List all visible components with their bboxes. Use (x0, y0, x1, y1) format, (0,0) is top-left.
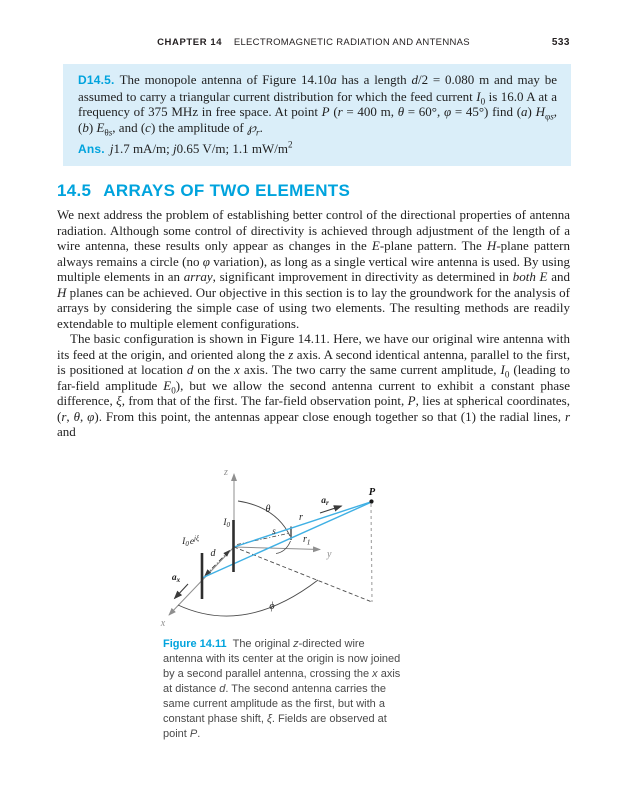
chapter-label: CHAPTER 14 (157, 37, 223, 48)
section-heading (57, 181, 350, 201)
point-p-dot (369, 499, 373, 503)
body-paragraph: We next address the problem of establishing better control of the directional properties of antenna radiation. Although some control of directivity is achieved through adjustment of the length of a wire antenna, these results only appear as changes in the E-plane pattern. The H-plane pattern always remains a circle (no φ variation), as long as a single vertical wire antenna is used. By using multiple elements in an array, significant improvement in directivity as determined in both E and H planes can be achieved. Our objective in this section is to lay the groundwork for the analysis of arrays by considering the simple case of using two elements. The resulting methods are readily extendable to multiple element configurations. (57, 207, 570, 331)
chapter-title: ELECTROMAGNETIC RADIATION AND ANTENNAS (233, 37, 470, 48)
y-axis-label: y (327, 549, 332, 560)
r1-label: $r_1$ (303, 534, 311, 547)
problem-text: The monopole antenna of Figure 14.10a has a length d/2 = 0.080 m and may be assumed to carry a triangular current distribution for which the feed current $I_0$ is 16.0 A at a frequency of 375 MHz in free space. At point P (r = 400 m, θ = 60°, φ = 45°) find (a) $H_{\varphi s}$, (b) $E_{\theta s}$, and (c) the amplitude of $℘_r$. (78, 72, 558, 138)
phi-arc (178, 580, 318, 616)
theta-label: θ (265, 504, 271, 515)
page-number: 533 (551, 37, 570, 48)
ax-label: $a_x$ (171, 573, 181, 584)
figure-14-11-diagram (145, 456, 490, 638)
problem-body (78, 72, 557, 136)
figure-caption-label: Figure 14.11 (163, 638, 227, 650)
problem-answer (78, 141, 557, 158)
answer-label: Ans. (78, 142, 105, 157)
s-angle-arc (276, 541, 291, 554)
ar-label: $a_r$ (321, 496, 329, 507)
page-header (57, 37, 570, 51)
p-vertical-dashed-line (371, 504, 372, 602)
figure-caption (163, 637, 401, 742)
section-title: ARRAYS OF TWO ELEMENTS (103, 181, 351, 200)
r-label: r (299, 512, 303, 523)
i0-label: $I_0$ (223, 518, 230, 529)
antenna-array-figure (145, 456, 490, 638)
section-number: 14.5 (57, 181, 92, 200)
body-text (57, 207, 570, 440)
origin-projection-dashed-line (234, 547, 372, 602)
x-axis-label: x (160, 618, 166, 629)
y-axis-line (234, 547, 320, 550)
figure-caption-text: The original z-directed wire antenna with its center at the origin is now joined by a second parallel antenna, crossing the x axis at distance d. The second antenna carries the same current amplitude as the first, but with a constant phase shift, ξ. Fields are observed at point P. (163, 638, 401, 740)
i0-phase-label: $I_0e^{j\xi}$ (182, 534, 199, 548)
answer-text: j1.7 mA/m; j0.65 V/m; 1.1 $mW/m^2$ (109, 140, 293, 157)
z-axis-label: z (224, 467, 228, 478)
point-p-label: P (368, 487, 376, 498)
phi-label: ϕ (269, 601, 275, 612)
problem-label: D14.5. (78, 73, 115, 87)
d-label: d (210, 548, 216, 559)
ax-unit-vector-arrow (175, 584, 189, 599)
body-paragraph: The basic configuration is shown in Figure 14.11. Here, we have our original wire antenna with its feed at the origin, and oriented along the z axis. A second identical antenna, parallel to the first, is positioned at location d on the x axis. The two carry the same current amplitude, $I_0$ (leading to far-field amplitude $E_0$), but we allow the second antenna current to exhibit a constant phase difference, ξ, from that of the first. The far-field observation point, P, lies at spherical coordinates, (r, θ, φ). From this point, the antennas appear close enough together so that (1) the radial lines, r and (57, 331, 571, 439)
ray-r1 (202, 503, 371, 579)
drill-problem-box (63, 64, 571, 166)
s-label: s (272, 526, 276, 536)
running-head (57, 37, 570, 48)
